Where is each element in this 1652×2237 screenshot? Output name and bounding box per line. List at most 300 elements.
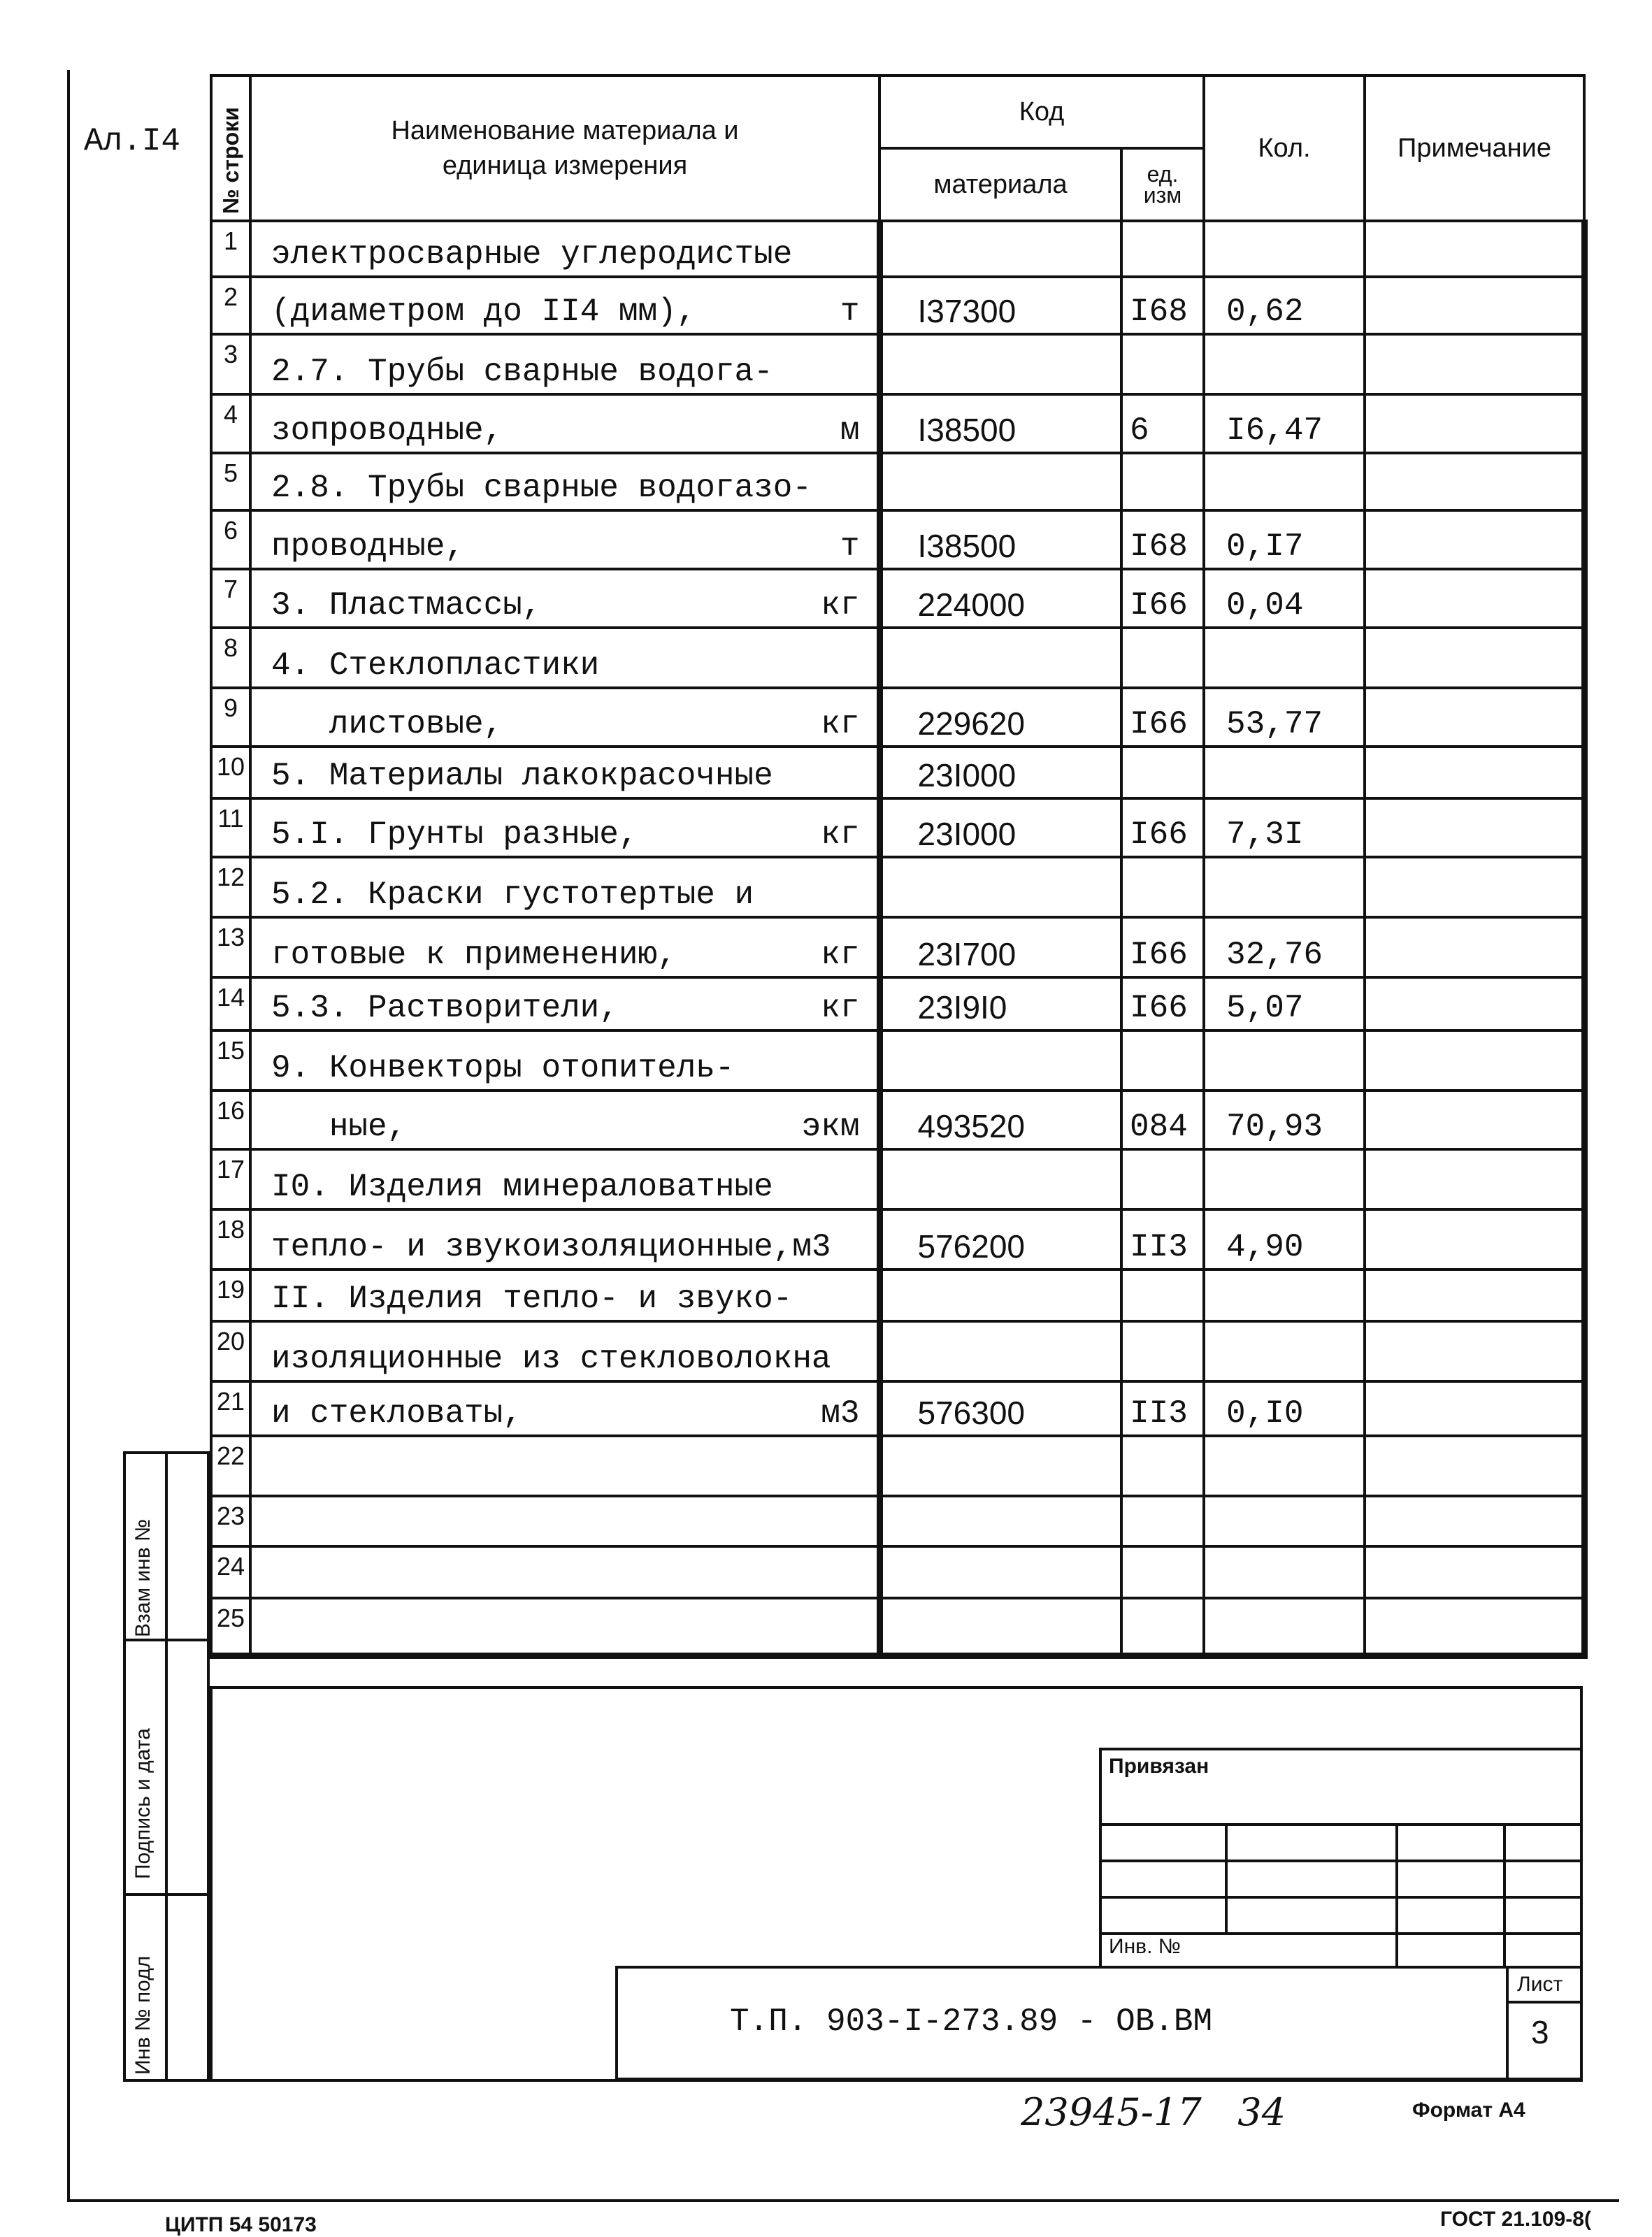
material-name — [250, 1269, 879, 1321]
row-number — [211, 628, 250, 688]
measure-unit: м — [840, 412, 860, 449]
note — [1365, 1269, 1584, 1321]
quantity — [1204, 798, 1365, 857]
quantity — [1204, 1209, 1365, 1269]
table-row — [211, 798, 1584, 857]
privyazan-vline-1 — [1225, 1823, 1228, 1932]
row-number-text: 11 — [217, 804, 244, 833]
note — [1365, 917, 1584, 977]
material-name — [250, 977, 879, 1030]
row-number — [211, 1091, 250, 1149]
unit-code — [1121, 1381, 1204, 1436]
material-code-text: 493520 — [917, 1108, 1025, 1144]
unit-code — [1121, 569, 1204, 628]
material-name — [250, 394, 879, 453]
header-qty: Кол. — [1204, 75, 1365, 221]
unit-code-text: I68 — [1130, 294, 1188, 330]
row-number — [211, 1269, 250, 1321]
material-name-text: (диаметром до II4 мм), — [271, 294, 696, 330]
material-code — [879, 1381, 1121, 1436]
material-name-text: проводные, — [271, 528, 465, 565]
table-row — [211, 569, 1584, 628]
quantity-text: 0,04 — [1226, 587, 1304, 624]
designation-stamp — [615, 1966, 1583, 2080]
privyazan-vline-2 — [1395, 1823, 1398, 1969]
material-code — [879, 334, 1121, 394]
table-bottom-frame-line — [210, 1686, 1583, 1689]
material-code — [879, 394, 1121, 453]
material-code-text: I37300 — [917, 293, 1017, 329]
row-number-text: 14 — [216, 983, 245, 1012]
header-code-material: материала — [879, 148, 1121, 221]
row-number-text: 23 — [216, 1502, 245, 1530]
quantity — [1204, 1030, 1365, 1091]
material-code — [879, 510, 1121, 569]
material-name — [250, 1321, 879, 1381]
privyazan-line-2 — [1102, 1860, 1580, 1862]
table-row — [211, 1598, 1584, 1655]
table-row — [211, 1030, 1584, 1091]
note — [1365, 1598, 1584, 1655]
material-name-text: готовые к применению, — [271, 937, 677, 973]
material-code — [879, 977, 1121, 1030]
header-note: Примечание — [1365, 75, 1584, 221]
frame-left-inner-line — [210, 1686, 213, 2082]
measure-unit: м3 — [821, 1395, 860, 1432]
privyazan-label: Привязан — [1109, 1755, 1209, 1778]
album-label: Ал.I4 — [84, 123, 181, 159]
materials-table — [210, 74, 1583, 1659]
material-name — [250, 1030, 879, 1091]
unit-code — [1121, 1496, 1204, 1546]
note — [1365, 977, 1584, 1030]
quantity — [1204, 1269, 1365, 1321]
table-row — [211, 1436, 1584, 1496]
side-podpis-box — [123, 1639, 210, 1896]
measure-unit: экм — [801, 1109, 860, 1145]
row-number — [211, 1030, 250, 1091]
material-code-text: 23I000 — [917, 816, 1017, 852]
unit-code — [1121, 1321, 1204, 1381]
table-row — [211, 1546, 1584, 1598]
material-name-text: II. Изделия тепло- и звуко- — [271, 1281, 793, 1317]
table-row — [211, 1496, 1584, 1546]
table-row — [211, 1269, 1584, 1321]
row-number — [211, 1321, 250, 1381]
material-code — [879, 277, 1121, 334]
row-number-text: 7 — [223, 575, 238, 603]
unit-code — [1121, 510, 1204, 569]
material-code-text: 576200 — [917, 1228, 1025, 1265]
row-number — [211, 394, 250, 453]
row-number-text: 8 — [223, 633, 238, 662]
note — [1365, 569, 1584, 628]
table-row — [211, 334, 1584, 394]
frame-bottom-line — [67, 2199, 1619, 2202]
note — [1365, 510, 1584, 569]
row-number — [211, 1149, 250, 1209]
material-name-text: 9. Конвекторы отопитель- — [271, 1050, 735, 1086]
material-name — [250, 1381, 879, 1436]
unit-code — [1121, 857, 1204, 917]
material-code-text: 23I700 — [917, 936, 1017, 972]
row-number — [211, 747, 250, 798]
material-name-text: и стекловаты, — [271, 1395, 522, 1432]
row-number-text: 2 — [223, 282, 238, 311]
quantity — [1204, 510, 1365, 569]
material-code-text: 229620 — [917, 705, 1025, 742]
material-code-text: I38500 — [917, 528, 1017, 564]
table-row — [211, 1149, 1584, 1209]
note — [1365, 221, 1584, 277]
side-podpis-text: Подпись и дата — [131, 1728, 155, 1879]
table-row — [211, 1209, 1584, 1269]
measure-unit: кг — [821, 817, 860, 853]
material-code — [879, 453, 1121, 510]
unit-code — [1121, 688, 1204, 747]
quantity — [1204, 1149, 1365, 1209]
row-number — [211, 1381, 250, 1436]
unit-code-text: I66 — [1130, 990, 1188, 1026]
material-code-text: 576300 — [917, 1395, 1025, 1431]
note — [1365, 1321, 1584, 1381]
material-name — [250, 1546, 879, 1598]
material-name-text: 5.3. Растворители, — [271, 990, 619, 1026]
material-code — [879, 798, 1121, 857]
table-row — [211, 977, 1584, 1030]
row-number — [211, 277, 250, 334]
material-code — [879, 1030, 1121, 1091]
note — [1365, 747, 1584, 798]
row-number — [211, 1436, 250, 1496]
privyazan-block — [1099, 1748, 1583, 1969]
note — [1365, 1496, 1584, 1546]
row-number-text: 9 — [223, 693, 238, 722]
quantity — [1204, 453, 1365, 510]
sheet-divider-v — [1506, 1969, 1509, 2078]
unit-code — [1121, 917, 1204, 977]
row-number-text: 13 — [216, 923, 245, 951]
quantity-text: 53,77 — [1226, 706, 1323, 742]
row-number-text: 15 — [216, 1036, 245, 1065]
row-number-text: 3 — [223, 340, 238, 368]
material-name — [250, 569, 879, 628]
material-name-text: 2.7. Трубы сварные водога- — [271, 354, 773, 390]
material-name — [250, 1436, 879, 1496]
note — [1365, 688, 1584, 747]
unit-code — [1121, 1269, 1204, 1321]
unit-code-text: 084 — [1130, 1109, 1188, 1145]
quantity — [1204, 334, 1365, 394]
quantity — [1204, 221, 1365, 277]
material-name — [250, 221, 879, 277]
material-code — [879, 1091, 1121, 1149]
measure-unit: кг — [821, 990, 860, 1026]
quantity — [1204, 1091, 1365, 1149]
material-name-text: 4. Стеклопластики — [271, 647, 600, 684]
material-name-text: 3. Пластмассы, — [271, 587, 542, 624]
unit-code — [1121, 977, 1204, 1030]
side-inv-text: Инв № подл — [131, 1955, 155, 2075]
measure-unit: кг — [821, 937, 860, 973]
note — [1365, 1091, 1584, 1149]
row-number-text: 22 — [216, 1441, 245, 1470]
material-code — [879, 857, 1121, 917]
note — [1365, 798, 1584, 857]
privyazan-line-1 — [1102, 1823, 1580, 1826]
table-row — [211, 1381, 1584, 1436]
row-number — [211, 977, 250, 1030]
note — [1365, 628, 1584, 688]
header-name — [250, 75, 879, 221]
row-number — [211, 510, 250, 569]
quantity-text: 5,07 — [1226, 990, 1304, 1026]
quantity — [1204, 1496, 1365, 1546]
row-number — [211, 569, 250, 628]
side-inv-box — [123, 1893, 210, 2082]
row-number-text: 12 — [216, 863, 245, 891]
header-code-unit — [1121, 148, 1204, 221]
material-name — [250, 628, 879, 688]
measure-unit: т — [840, 294, 860, 330]
quantity — [1204, 277, 1365, 334]
material-name — [250, 747, 879, 798]
note — [1365, 334, 1584, 394]
unit-code — [1121, 394, 1204, 453]
unit-code-text: II3 — [1130, 1395, 1188, 1432]
material-code — [879, 917, 1121, 977]
row-number — [211, 1209, 250, 1269]
material-code — [879, 1269, 1121, 1321]
unit-code — [1121, 277, 1204, 334]
material-name-text: ные, — [271, 1109, 407, 1145]
unit-code-text: 6 — [1130, 412, 1149, 449]
material-code — [879, 569, 1121, 628]
material-name — [250, 1091, 879, 1149]
note — [1365, 857, 1584, 917]
quantity — [1204, 977, 1365, 1030]
table-row — [211, 628, 1584, 688]
format-label: Формат А4 — [1412, 2099, 1525, 2122]
table-row — [211, 747, 1584, 798]
side-inv-label-cell — [126, 1896, 168, 2079]
note — [1365, 1209, 1584, 1269]
footer-left-code: ЦИТП 54 50173 — [165, 2213, 317, 2236]
material-name — [250, 917, 879, 977]
row-number — [211, 334, 250, 394]
material-code — [879, 1149, 1121, 1209]
material-code — [879, 1546, 1121, 1598]
material-code-text: 23I000 — [917, 757, 1017, 793]
side-podpis-label-cell — [126, 1641, 168, 1893]
note — [1365, 1149, 1584, 1209]
row-number — [211, 857, 250, 917]
material-name — [250, 453, 879, 510]
row-number-text: 1 — [223, 226, 238, 255]
material-name — [250, 1209, 879, 1269]
quantity — [1204, 857, 1365, 917]
header-code: Код — [879, 75, 1204, 148]
material-code — [879, 628, 1121, 688]
material-code — [879, 688, 1121, 747]
unit-code-text: I66 — [1130, 706, 1188, 742]
unit-code — [1121, 798, 1204, 857]
material-name — [250, 277, 879, 334]
table-row — [211, 394, 1584, 453]
unit-code-text: I66 — [1130, 817, 1188, 853]
inv-no-label: Инв. № — [1109, 1935, 1181, 1958]
table-row — [211, 453, 1584, 510]
table-row — [211, 688, 1584, 747]
unit-code — [1121, 1546, 1204, 1598]
unit-code — [1121, 1598, 1204, 1655]
material-code — [879, 221, 1121, 277]
row-number-text: 4 — [223, 400, 238, 429]
unit-code-text: I68 — [1130, 528, 1188, 565]
material-name-text: 5.I. Грунты разные, — [271, 817, 638, 853]
quantity — [1204, 1546, 1365, 1598]
privyazan-line-3 — [1102, 1896, 1580, 1899]
table-row — [211, 221, 1584, 277]
material-name — [250, 1149, 879, 1209]
material-name-text: 5.2. Краски густотертые и — [271, 877, 754, 913]
designation-text: Т.П. 903-I-273.89 - ОВ.ВМ — [730, 2004, 1213, 2040]
handwritten-number: 23945-17 34 — [1021, 2090, 1286, 2134]
material-name-text: 2.8. Трубы сварные водогазо- — [271, 470, 812, 506]
side-vzam-label-cell — [126, 1454, 168, 1639]
row-number-text: 17 — [216, 1155, 245, 1184]
sheet-divider-h — [1506, 2001, 1583, 2004]
quantity-text: 4,90 — [1226, 1229, 1304, 1265]
unit-code-text: II3 — [1130, 1229, 1188, 1265]
material-name — [250, 510, 879, 569]
quantity — [1204, 1321, 1365, 1381]
note — [1365, 394, 1584, 453]
material-name — [250, 688, 879, 747]
material-name — [250, 857, 879, 917]
quantity-text: I6,47 — [1226, 412, 1323, 449]
row-number-text: 10 — [216, 752, 245, 781]
unit-code — [1121, 1091, 1204, 1149]
quantity-text: 0,62 — [1226, 294, 1304, 330]
side-vzam-text: Взам инв № — [131, 1518, 155, 1637]
material-code — [879, 1321, 1121, 1381]
material-code — [879, 1496, 1121, 1546]
unit-code — [1121, 221, 1204, 277]
material-name-text: тепло- и звукоизоляционные,м3 — [271, 1229, 831, 1265]
unit-code — [1121, 747, 1204, 798]
note — [1365, 1381, 1584, 1436]
quantity — [1204, 394, 1365, 453]
row-number-text: 19 — [216, 1275, 245, 1304]
unit-code — [1121, 1209, 1204, 1269]
quantity — [1204, 1436, 1365, 1496]
measure-unit: кг — [821, 706, 860, 742]
quantity — [1204, 917, 1365, 977]
note — [1365, 1030, 1584, 1091]
quantity — [1204, 688, 1365, 747]
row-number-text: 18 — [216, 1215, 245, 1244]
quantity-text: 70,93 — [1226, 1109, 1323, 1145]
row-number — [211, 1598, 250, 1655]
unit-code-text: I66 — [1130, 587, 1188, 624]
row-number-text: 16 — [216, 1096, 245, 1125]
header-row-no-cell — [211, 75, 250, 221]
table-row — [211, 1091, 1584, 1149]
row-number — [211, 453, 250, 510]
row-number-text: 20 — [216, 1327, 245, 1355]
note — [1365, 277, 1584, 334]
material-name-text: электросварные углеродистые — [271, 236, 793, 273]
quantity-text: 7,3I — [1226, 817, 1304, 853]
material-name-text: I0. Изделия минераловатные — [271, 1169, 773, 1205]
material-name — [250, 1496, 879, 1546]
unit-code — [1121, 453, 1204, 510]
material-code — [879, 1209, 1121, 1269]
unit-code — [1121, 1030, 1204, 1091]
sheet-label: Лист — [1517, 1973, 1563, 1996]
unit-code — [1121, 334, 1204, 394]
quantity — [1204, 1598, 1365, 1655]
row-number — [211, 798, 250, 857]
unit-code — [1121, 1436, 1204, 1496]
note — [1365, 453, 1584, 510]
unit-code — [1121, 628, 1204, 688]
material-name — [250, 334, 879, 394]
frame-left-line — [67, 70, 70, 2202]
material-code — [879, 747, 1121, 798]
material-code-text: I38500 — [917, 412, 1017, 448]
row-number-text: 25 — [216, 1604, 245, 1632]
unit-code-text: I66 — [1130, 937, 1188, 973]
row-number-text: 5 — [223, 459, 238, 487]
side-vzam-box — [123, 1451, 210, 1641]
row-number — [211, 917, 250, 977]
quantity — [1204, 628, 1365, 688]
row-number — [211, 1546, 250, 1598]
row-number — [211, 1496, 250, 1546]
quantity — [1204, 1381, 1365, 1436]
table-body — [211, 221, 1584, 1655]
note — [1365, 1546, 1584, 1598]
material-name — [250, 798, 879, 857]
quantity-text: 32,76 — [1226, 937, 1323, 973]
row-number-text: 21 — [216, 1387, 245, 1416]
material-name-text: зопроводные, — [271, 412, 503, 449]
material-code-text: 23I9I0 — [917, 989, 1007, 1026]
material-name — [250, 1598, 879, 1655]
row-number-text: 6 — [223, 516, 238, 545]
table-row — [211, 917, 1584, 977]
measure-unit: т — [840, 528, 860, 565]
footer-gost: ГОСТ 21.109-8( — [1440, 2208, 1591, 2231]
row-number — [211, 221, 250, 277]
quantity — [1204, 569, 1365, 628]
privyazan-vline-3 — [1503, 1823, 1506, 1969]
table-row — [211, 857, 1584, 917]
header-code-unit-text: ед. изм — [1143, 161, 1182, 208]
material-name-text: 5. Материалы лакокрасочные — [271, 758, 773, 794]
quantity-text: 0,I7 — [1226, 528, 1304, 565]
sheet-number: 3 — [1531, 2014, 1549, 2050]
header-name-text: Наименование материала и единица измерения — [391, 116, 739, 180]
table-row — [211, 510, 1584, 569]
material-name-text: листовые, — [271, 706, 503, 742]
measure-unit: кг — [821, 587, 860, 624]
header-row-no: № строки — [218, 107, 243, 214]
table-row — [211, 1321, 1584, 1381]
quantity-text: 0,I0 — [1226, 1395, 1304, 1432]
